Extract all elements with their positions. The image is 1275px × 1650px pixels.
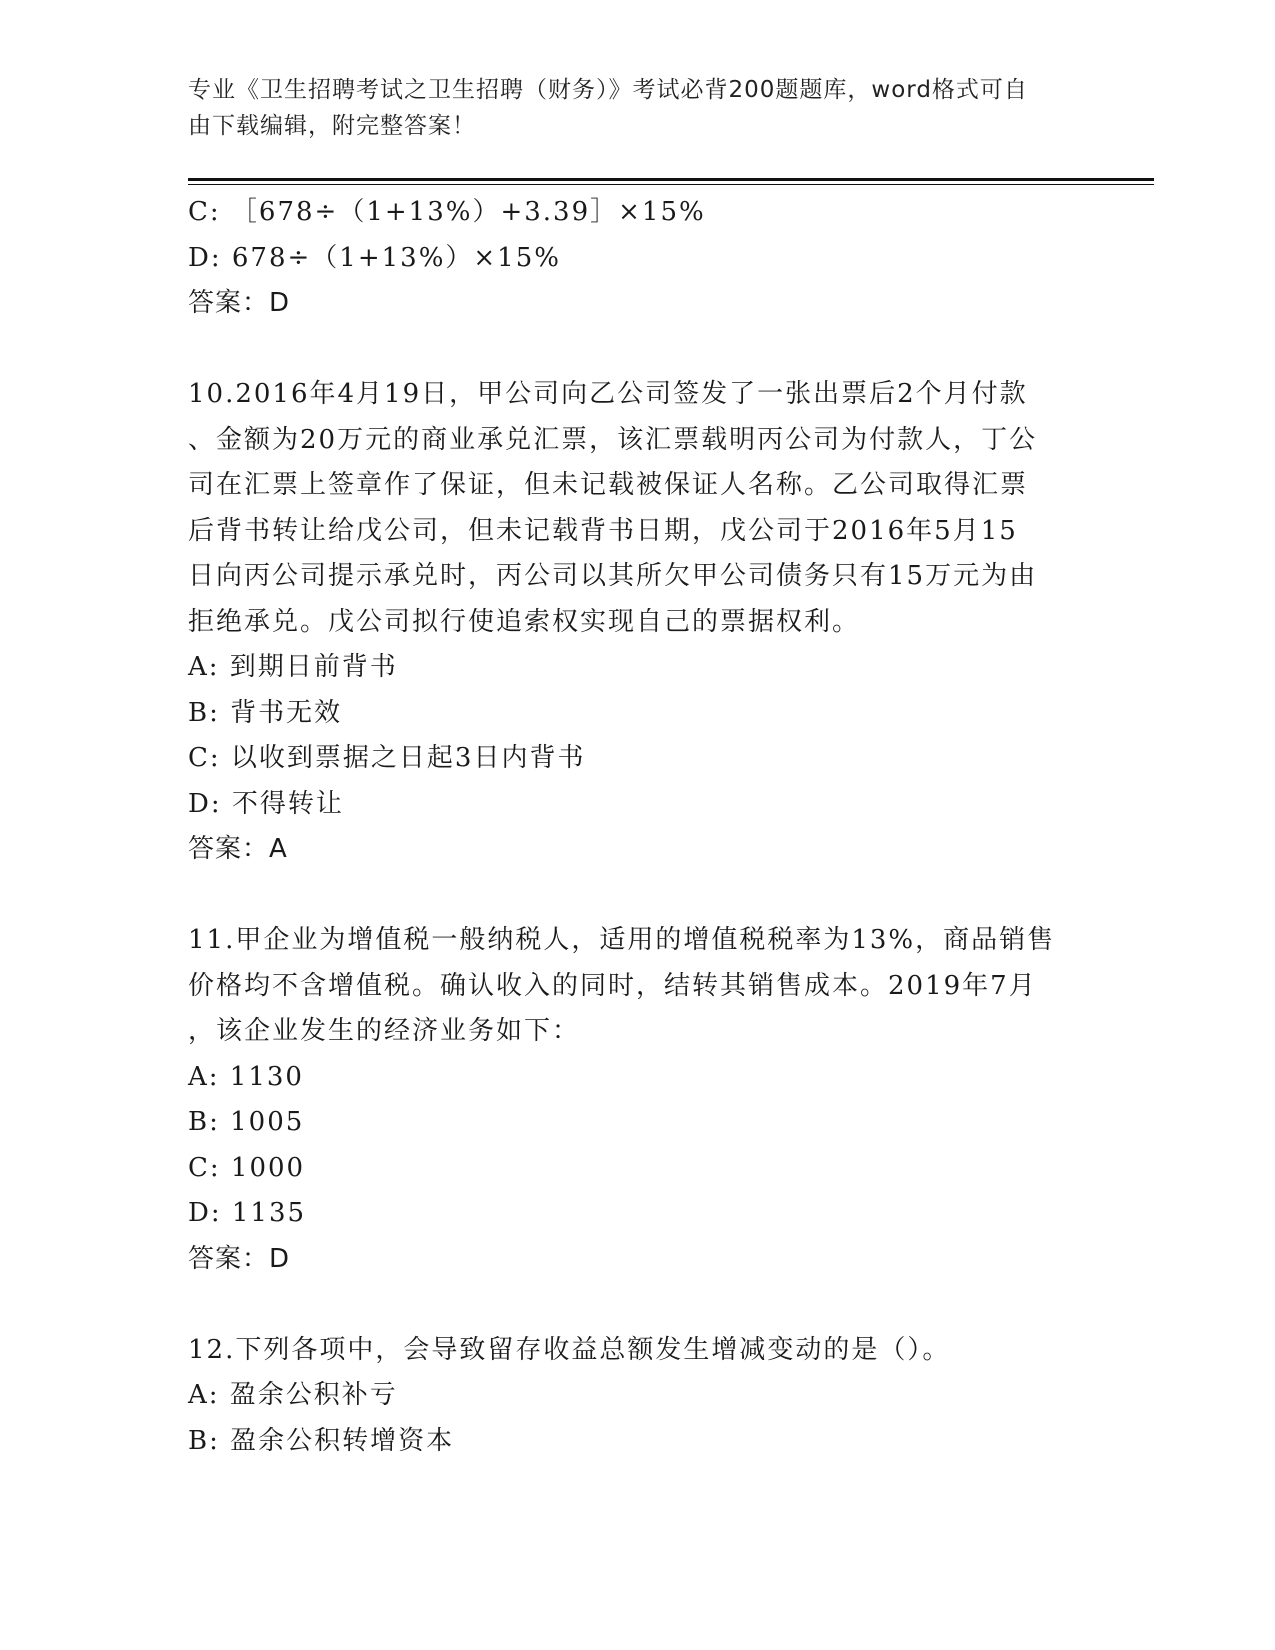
- q11-stem-line: 价格均不含增值税。确认收入的同时，结转其销售成本。2019年7月: [188, 970, 1037, 1001]
- q11-option-a: A: 1130: [188, 1061, 304, 1092]
- q11-option-d: D: 1135: [188, 1198, 307, 1228]
- q10-stem-line: 日向丙公司提示承兑时，丙公司以其所欠甲公司债务只有15万元为由: [188, 561, 1038, 591]
- question-12: [188, 1328, 1088, 1465]
- question-10: [188, 372, 1088, 873]
- q10-stem-line: 后背书转让给戊公司，但未记载背书日期，戊公司于2016年5月15: [188, 515, 1018, 546]
- header-rule-thin: [188, 184, 1154, 185]
- q11-option-b: B: 1005: [188, 1107, 305, 1137]
- spacer: [188, 873, 1088, 919]
- q9-option-c: C: ［678÷（1+13%）+3.39］×15%: [188, 197, 706, 227]
- header-title-line-2: 由下载编辑，附完整答案！: [188, 113, 476, 139]
- q9-answer: 答案：D: [188, 288, 291, 318]
- header-rule-thick: [188, 178, 1154, 181]
- q10-stem-line: 司在汇票上签章作了保证，但未记载被保证人名称。乙公司取得汇票: [188, 470, 1029, 500]
- q11-option-c: C: 1000: [188, 1152, 306, 1183]
- q11-stem-line: 11.甲企业为增值税一般纳税人，适用的增值税税率为13%，商品销售: [188, 925, 1056, 955]
- q9-option-d: D: 678÷（1+13%）×15%: [188, 242, 561, 273]
- q12-option-a: A: 盈余公积补亏: [188, 1380, 398, 1410]
- document-header: [188, 72, 1078, 144]
- q11-answer: 答案：D: [188, 1243, 291, 1274]
- q10-option-c: C: 以收到票据之日起3日内背书: [188, 743, 586, 773]
- q10-stem-line: 拒绝承兑。戊公司拟行使追索权实现自己的票据权利。: [188, 606, 861, 637]
- question-9: [188, 190, 1088, 327]
- q10-stem-line: 、金额为20万元的商业承兑汇票，该汇票载明丙公司为付款人，丁公: [188, 424, 1038, 455]
- q10-option-b: B: 背书无效: [188, 697, 343, 728]
- document-body: [188, 190, 1088, 1464]
- q10-option-a: A: 到期日前背书: [188, 652, 398, 682]
- spacer: [188, 327, 1088, 373]
- q10-stem-line: 10.2016年4月19日，甲公司向乙公司签发了一张出票后2个月付款: [188, 379, 1028, 409]
- q11-stem-line: ，该企业发生的经济业务如下：: [188, 1016, 581, 1046]
- header-title-line-1: 专业《卫生招聘考试之卫生招聘（财务）》考试必背200题题库，word格式可自: [188, 77, 1028, 103]
- q10-answer: 答案：A: [188, 834, 288, 864]
- question-11: [188, 918, 1088, 1282]
- spacer: [188, 1282, 1088, 1328]
- q10-option-d: D: 不得转让: [188, 788, 344, 819]
- q12-stem-line: 12.下列各项中，会导致留存收益总额发生增减变动的是（）。: [188, 1334, 951, 1365]
- q12-option-b: B: 盈余公积转增资本: [188, 1425, 455, 1456]
